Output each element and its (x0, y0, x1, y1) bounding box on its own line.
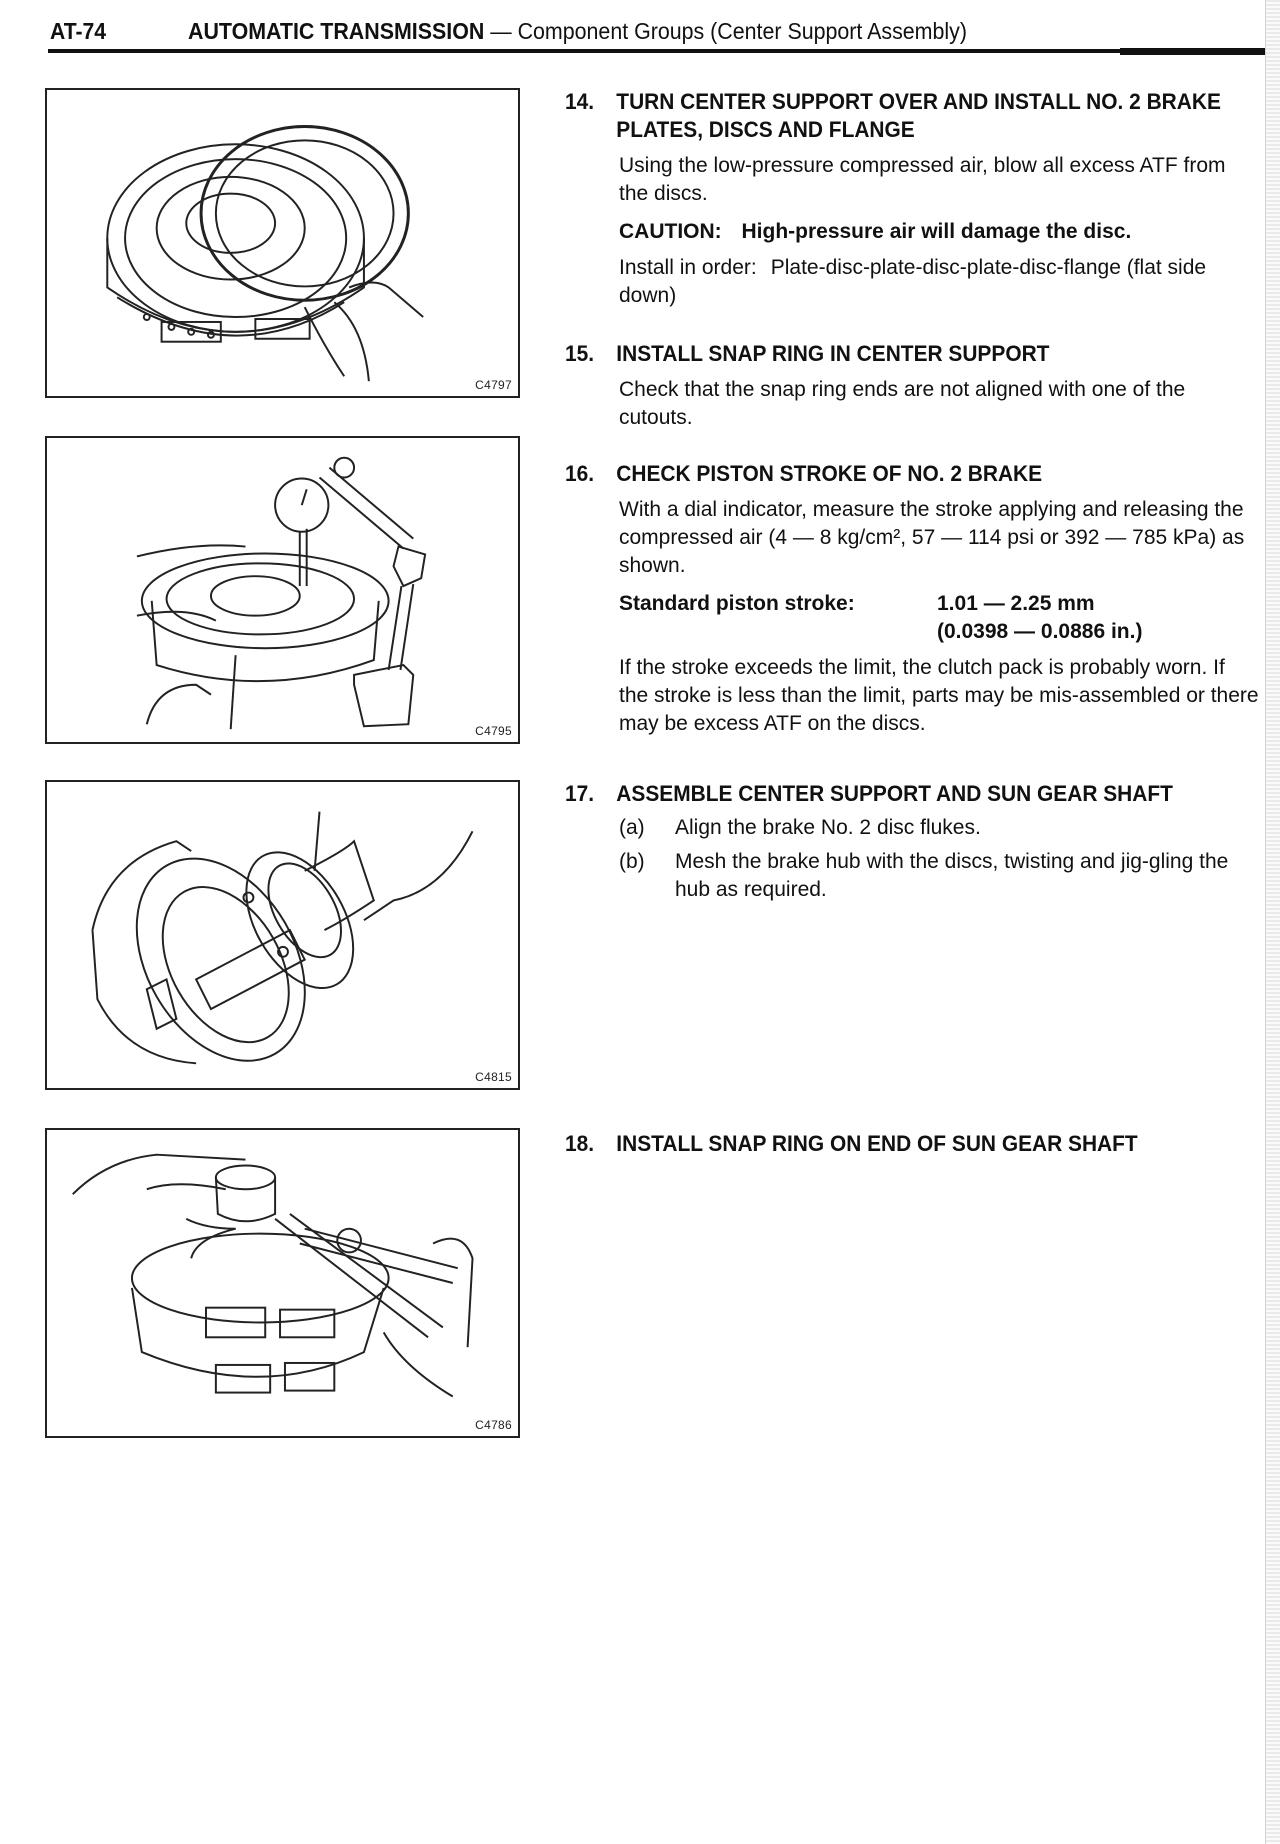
caution-note (619, 218, 1259, 246)
subsection-title: Component Groups (Center Support Assembly) (517, 18, 967, 44)
dial-indicator-illustration (47, 438, 518, 742)
step-title: CHECK PISTON STROKE OF NO. 2 BRAKE (616, 461, 1043, 486)
step-17 (565, 780, 1265, 904)
brake-plates-illustration (47, 90, 518, 396)
step-instruction: Using the low-pressure compressed air, blow all excess ATF from the discs. (619, 154, 1226, 205)
sub-step-a (619, 814, 1259, 842)
header-rule-accent (1120, 48, 1280, 55)
step-number: 18. (565, 1131, 595, 1156)
step-title: INSTALL SNAP RING IN CENTER SUPPORT (616, 341, 1050, 366)
step-instruction: Check that the snap ring ends are not aligned with one of the cutouts. (619, 378, 1186, 429)
step-number: 17. (565, 781, 595, 806)
step-number: 15. (565, 341, 595, 366)
figure-code: C4795 (475, 724, 512, 738)
figure-dial-indicator (45, 436, 520, 744)
step-heading (565, 88, 1268, 144)
step-note: If the stroke exceeds the limit, the clutch pack is probably worn. If the stroke is less than the limit, parts may be mis-assembled or there may be excess ATF on the discs. (619, 656, 1259, 735)
step-number: 16. (565, 461, 595, 486)
step-16 (565, 460, 1265, 738)
sub-step-letter: (a) (619, 816, 645, 839)
sub-step-text: Align the brake No. 2 disc flukes. (675, 816, 981, 839)
spec-label: Standard piston stroke: (619, 592, 855, 615)
section-title: AUTOMATIC TRANSMISSION (188, 18, 485, 44)
sub-step-b (619, 848, 1259, 904)
sub-step-text: Mesh the brake hub with the discs, twisting and jig-gling the hub as required. (675, 850, 1229, 901)
step-heading (565, 1130, 1268, 1158)
figure-sun-gear-shaft (45, 780, 520, 1090)
step-body (619, 152, 1259, 310)
step-heading (565, 340, 1268, 368)
figure-code: C4786 (475, 1418, 512, 1432)
figure-code: C4815 (475, 1070, 512, 1084)
figure-snap-ring-pliers (45, 1128, 520, 1438)
sun-gear-assembly-illustration (47, 782, 518, 1088)
page-number: AT-74 (50, 18, 107, 44)
figure-code: C4797 (475, 378, 512, 392)
step-body (619, 814, 1259, 904)
step-title: ASSEMBLE CENTER SUPPORT AND SUN GEAR SHAFT (616, 781, 1173, 806)
step-14 (565, 88, 1265, 310)
step-body (619, 496, 1259, 738)
step-heading (565, 460, 1268, 488)
step-heading (565, 780, 1268, 808)
spec-value-mm: 1.01 — 2.25 mm (937, 592, 1095, 615)
title-separator: — (484, 18, 518, 44)
sub-step-letter: (b) (619, 850, 645, 873)
caution-text: High-pressure air will damage the disc. (741, 220, 1132, 243)
header-title (188, 18, 967, 45)
step-instruction: With a dial indicator, measure the stroke applying and releasing the compressed air (4 — 8 kg/cm², 57 — 114 psi or 392 — 785 kPa) as shown. (619, 498, 1245, 577)
install-order-label: Install in order: (619, 256, 757, 279)
spec-value-in: (0.0398 — 0.0886 in.) (937, 620, 1143, 643)
step-body (619, 376, 1259, 432)
step-15 (565, 340, 1265, 432)
caution-label: CAUTION: (619, 220, 722, 243)
figure-brake-plates (45, 88, 520, 398)
install-order (619, 254, 1259, 310)
header-rule (48, 49, 1280, 53)
install-order-text: Plate-disc-plate-disc-plate-disc-flange (flat side down) (619, 256, 1207, 307)
step-title: TURN CENTER SUPPORT OVER AND INSTALL NO. 2 BRAKE PLATES, DISCS AND FLANGE (616, 89, 1221, 142)
step-18 (565, 1130, 1265, 1158)
step-title: INSTALL SNAP RING ON END OF SUN GEAR SHAFT (616, 1131, 1138, 1156)
piston-stroke-spec (619, 590, 1259, 646)
snap-ring-pliers-illustration (47, 1130, 518, 1436)
scan-edge-artifact (1265, 0, 1280, 1844)
step-number: 14. (565, 89, 595, 114)
